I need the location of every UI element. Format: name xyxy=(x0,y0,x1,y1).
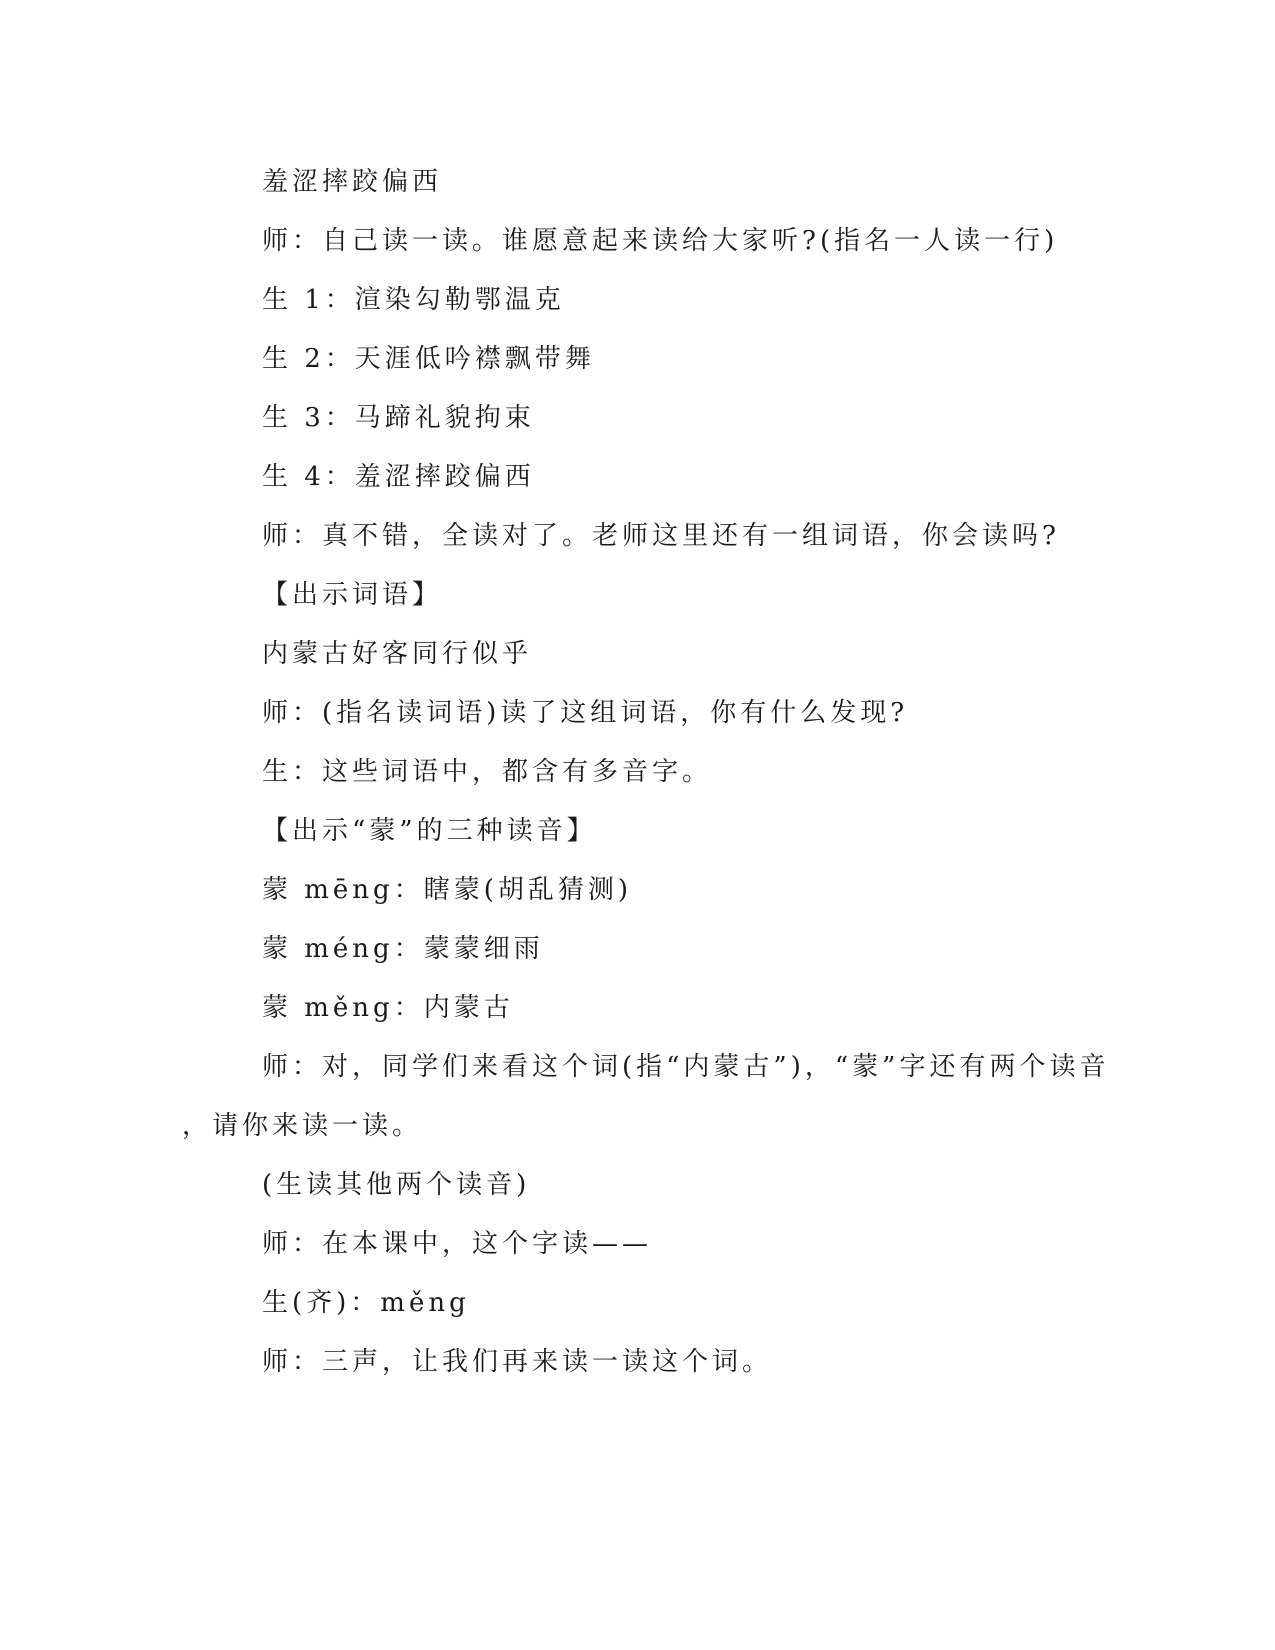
text-line: 生：这些词语中，都含有多音字。 xyxy=(262,757,713,787)
text-line: 师：(指名读词语)读了这组词语，你有什么发现? xyxy=(262,698,909,728)
text-line: 师：对，同学们来看这个词(指“内蒙古”)，“蒙”字还有两个读音 xyxy=(262,1052,1110,1082)
text-line: 生(齐)：měng xyxy=(262,1288,470,1318)
text-line: 师：自己读一读。谁愿意起来读给大家听?(指名一人读一行) xyxy=(262,226,1059,256)
text-line: 师：在本课中，这个字读—— xyxy=(262,1229,653,1259)
text-line: 师：三声，让我们再来读一读这个词。 xyxy=(262,1347,773,1377)
text-line: 蒙 méng：蒙蒙细雨 xyxy=(262,934,544,964)
text-line-continuation: ，请你来读一读。 xyxy=(182,1111,423,1141)
text-line: 蒙 mēng：瞎蒙(胡乱猜测) xyxy=(262,875,632,905)
text-line: 生 3：马蹄礼貌拘束 xyxy=(262,403,535,433)
text-line: (生读其他两个读音) xyxy=(262,1170,531,1200)
section-heading: 【出示词语】 xyxy=(262,580,443,610)
text-line: 生 1：渲染勾勒鄂温克 xyxy=(262,285,565,315)
text-line: 生 4：羞涩摔跤偏西 xyxy=(262,462,535,492)
text-line: 蒙 měng：内蒙古 xyxy=(262,993,514,1023)
text-line: 生 2：天涯低吟襟飘带舞 xyxy=(262,344,595,374)
section-heading: 【出示“蒙”的三种读音】 xyxy=(262,816,597,846)
text-line: 羞涩摔跤偏西 xyxy=(262,167,443,197)
text-line: 师：真不错，全读对了。老师这里还有一组词语，你会读吗? xyxy=(262,521,1060,551)
text-line: 内蒙古好客同行似乎 xyxy=(262,639,533,669)
